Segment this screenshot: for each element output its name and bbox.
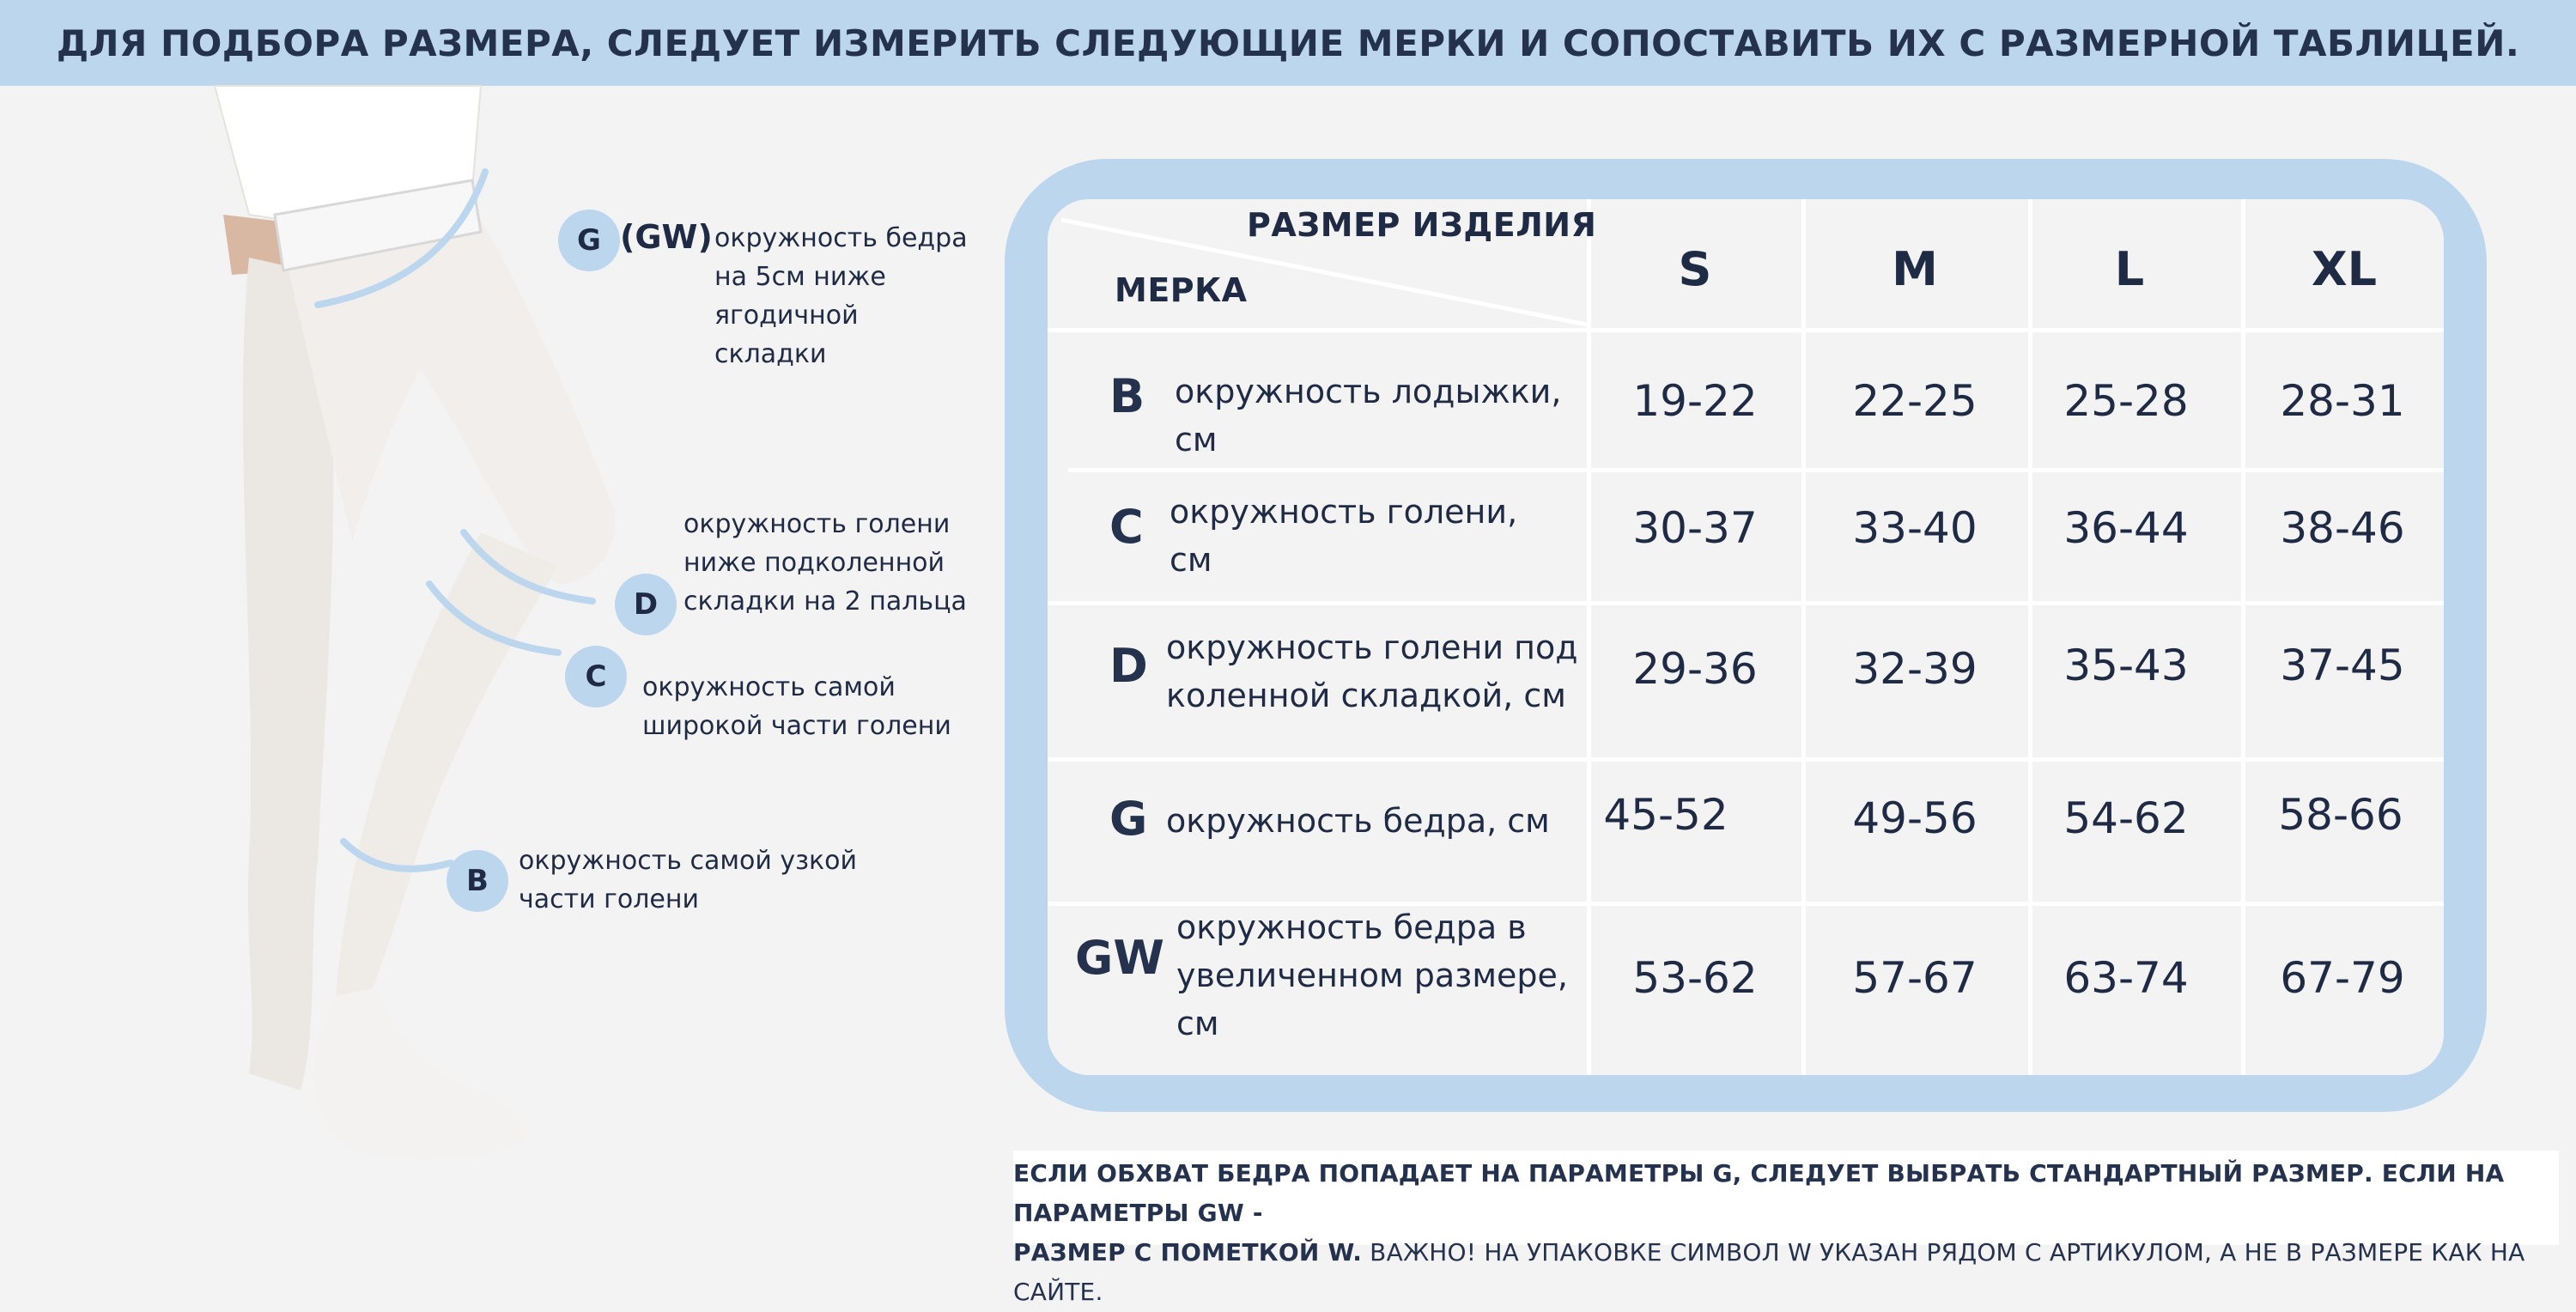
- row-desc-line: окружность лодыжки,: [1175, 373, 1562, 410]
- row-code-c: C: [1109, 500, 1144, 554]
- grid-line: [1068, 468, 2444, 472]
- product-size-header: РАЗМЕР ИЗДЕЛИЯ: [1247, 206, 1597, 244]
- row-code-b: B: [1109, 369, 1145, 423]
- row-desc-c: [1170, 488, 1517, 584]
- callout-c-text: [642, 668, 951, 745]
- callout-d-text: [683, 505, 967, 621]
- row-desc-g: [1166, 797, 1550, 845]
- callout-line: ягодичной: [714, 301, 859, 331]
- table-cell: 49-56: [1852, 793, 1978, 843]
- callout-line: складки на 2 пальца: [683, 586, 967, 617]
- measure-badge-b: B: [447, 850, 508, 912]
- table-cell: 35-43: [2063, 641, 2189, 690]
- callout-line: окружность голени: [683, 509, 951, 539]
- callout-line: окружность самой: [642, 672, 896, 702]
- footer-text: [1013, 1154, 2559, 1312]
- callout-line: складки: [714, 339, 827, 369]
- table-cell: 28-31: [2280, 376, 2405, 426]
- row-code-gw: GW: [1075, 931, 1164, 985]
- size-header-xl: XL: [2311, 242, 2378, 296]
- callout-b-text: [519, 841, 857, 919]
- callout-line: части голени: [519, 884, 699, 914]
- footer-normal-line2: ВАЖНО! НА УПАКОВКЕ СИМВОЛ W УКАЗАН РЯДОМ С АРТИКУЛОМ, А НЕ В РАЗМЕРЕ КАК НА САЙТЕ.: [1013, 1238, 2525, 1306]
- table-cell: 19-22: [1632, 376, 1758, 426]
- row-desc-gw: [1176, 903, 1568, 1048]
- row-desc-line: окружность голени под: [1166, 629, 1578, 666]
- table-cell: 36-44: [2063, 503, 2189, 553]
- footer-bold-line2: РАЗМЕР С ПОМЕТКОЙ W.: [1013, 1238, 1363, 1266]
- row-desc-line: коленной складкой, см: [1166, 677, 1566, 714]
- size-header-s: S: [1678, 242, 1712, 296]
- grid-line: [1048, 601, 2444, 605]
- table-cell: 54-62: [2063, 793, 2189, 843]
- row-code-g: G: [1109, 792, 1148, 846]
- table-cell: 53-62: [1632, 953, 1758, 1003]
- row-desc-b: [1175, 367, 1561, 464]
- callout-line: ниже подколенной: [683, 548, 945, 578]
- footer-note: [1013, 1151, 2559, 1306]
- row-code-d: D: [1109, 639, 1148, 693]
- measure-badge-g: G: [558, 210, 620, 271]
- row-desc-d: [1166, 623, 1578, 720]
- table-cell: 45-52: [1603, 790, 1728, 840]
- header-banner: [0, 0, 2576, 86]
- grid-line: [1048, 757, 2444, 762]
- table-cell: 29-36: [1632, 644, 1758, 694]
- callout-g-text: [714, 219, 968, 374]
- table-cell: 57-67: [1852, 953, 1978, 1003]
- size-header-l: L: [2114, 242, 2145, 296]
- table-cell: 25-28: [2063, 376, 2189, 426]
- measure-header: МЕРКА: [1115, 271, 1248, 309]
- page-title: ДЛЯ ПОДБОРА РАЗМЕРА, СЛЕДУЕТ ИЗМЕРИТЬ СЛЕДУЮЩИЕ МЕРКИ И СОПОСТАВИТЬ ИХ С РАЗМЕРНОЙ ТАБЛИЦЕЙ.: [56, 21, 2520, 64]
- table-cell: 22-25: [1852, 376, 1978, 426]
- row-desc-line: окружность бедра, см: [1166, 802, 1550, 840]
- size-header-m: M: [1892, 242, 1938, 296]
- size-table: [1048, 199, 2444, 1075]
- measure-badge-d: D: [615, 574, 677, 635]
- table-cell: 63-74: [2063, 953, 2189, 1003]
- callout-line: широкой части голени: [642, 711, 951, 741]
- row-desc-line: см: [1176, 1005, 1219, 1042]
- callout-line: окружность самой узкой: [519, 846, 858, 876]
- table-cell: 33-40: [1852, 503, 1978, 553]
- row-desc-line: окружность голени,: [1170, 493, 1518, 531]
- measure-badge-c: C: [565, 646, 627, 708]
- footer-bold-line1: ЕСЛИ ОБХВАТ БЕДРА ПОПАДАЕТ НА ПАРАМЕТРЫ G, СЛЕДУЕТ ВЫБРАТЬ СТАНДАРТНЫЙ РАЗМЕР. ЕСЛИ НА ПАРАМЕТРЫ GW -: [1013, 1159, 2505, 1227]
- table-cell: 58-66: [2278, 790, 2403, 840]
- table-cell: 67-79: [2280, 953, 2405, 1003]
- callout-line: окружность бедра: [714, 223, 968, 253]
- row-desc-line: см: [1170, 541, 1212, 579]
- row-desc-line: увеличенном размере,: [1176, 957, 1568, 994]
- table-cell: 38-46: [2280, 503, 2405, 553]
- measure-badge-gw: (GW): [620, 218, 713, 256]
- table-cell: 37-45: [2280, 641, 2405, 690]
- table-cell: 30-37: [1632, 503, 1758, 553]
- row-desc-line: см: [1175, 421, 1218, 459]
- row-desc-line: окружность бедра в: [1176, 908, 1527, 946]
- callout-line: на 5см ниже: [714, 262, 886, 292]
- table-cell: 32-39: [1852, 644, 1978, 694]
